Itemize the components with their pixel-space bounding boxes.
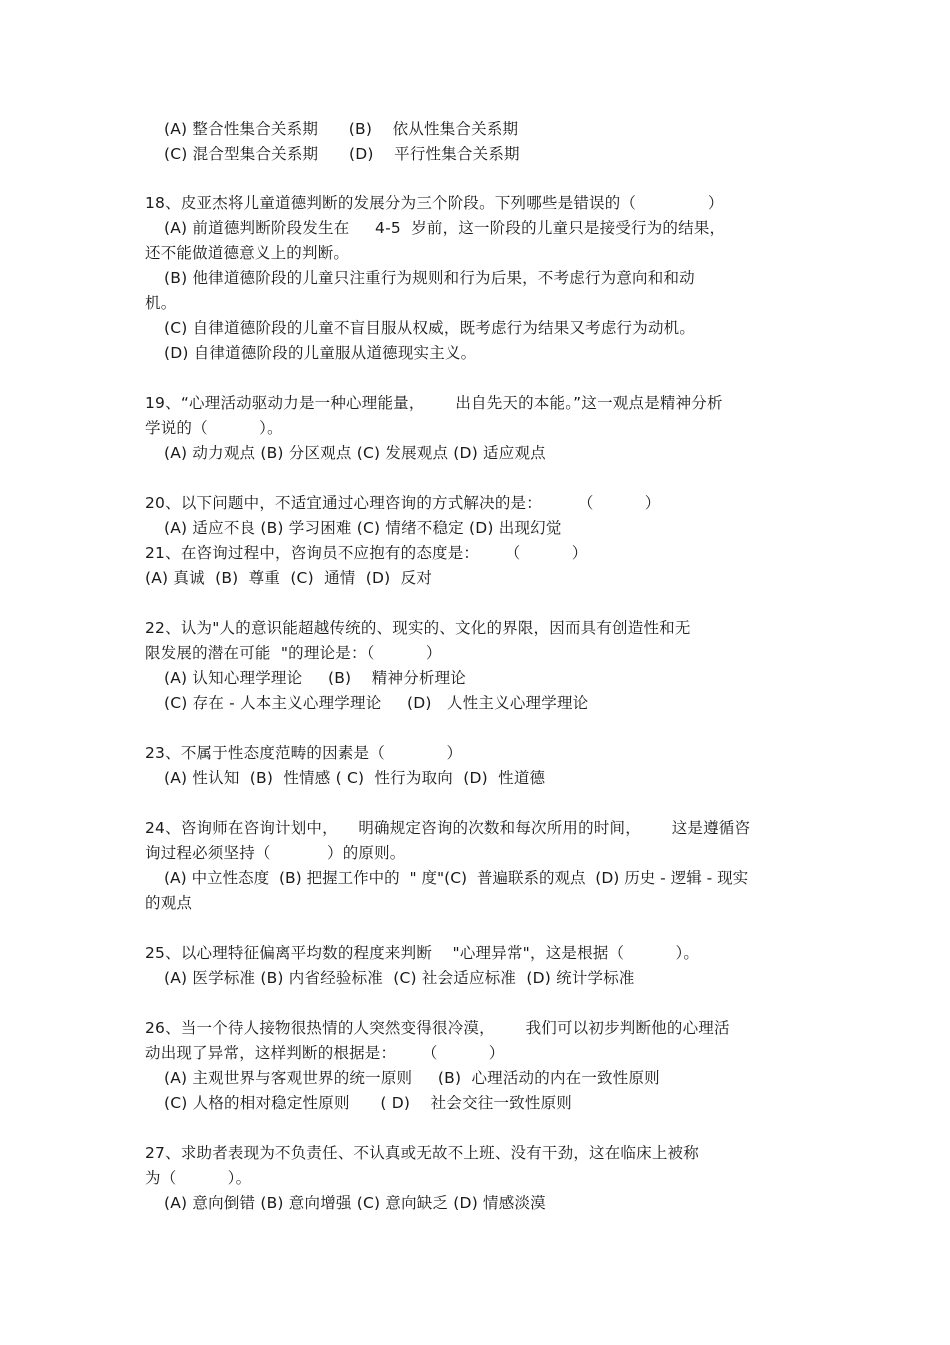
q20-stem: 20、以下问题中，不适宜通过心理咨询的方式解决的是： （ ） xyxy=(145,494,661,512)
q27-stem: 27、求助者表现为不负责任、不认真或无故不上班、没有干劲，这在临床上被称 xyxy=(145,1144,699,1162)
q18-option-c: (C) 自律道德阶段的儿童不盲目服从权威，既考虑行为结果又考虑行为动机。 xyxy=(164,319,696,337)
q22-option-line-2: (C) 存在 - 人本主义心理学理论 (D) 人性主义心理学理论 xyxy=(164,694,589,712)
q18-option-d: (D) 自律道德阶段的儿童服从道德现实主义。 xyxy=(164,344,477,362)
q25-options: (A) 医学标准 (B) 内省经验标准 (C) 社会适应标准 (D) 统计学标准 xyxy=(164,969,635,987)
q18-option-a-cont: 还不能做道德意义上的判断。 xyxy=(145,244,350,262)
q21-options: (A) 真诚 (B) 尊重 (C) 通情 (D) 反对 xyxy=(145,569,433,587)
q17-option-line-2: (C) 混合型集合关系期 (D) 平行性集合关系期 xyxy=(164,145,520,163)
q24-stem-cont: 询过程必须坚持（ ）的原则。 xyxy=(145,844,406,862)
q27-stem-cont: 为（ ）。 xyxy=(145,1169,252,1187)
q26-stem-cont: 动出现了异常，这样判断的根据是： （ ） xyxy=(145,1044,505,1062)
q18-option-b: (B) 他律道德阶段的儿童只注重行为规则和行为后果，不考虑行为意向和和动 xyxy=(164,269,695,287)
q21-stem: 21、在咨询过程中，咨询员不应抱有的态度是： （ ） xyxy=(145,544,588,562)
q22-stem-cont: 限发展的潜在可能 "的理论是：（ ） xyxy=(145,644,442,662)
q20-options: (A) 适应不良 (B) 学习困难 (C) 情绪不稳定 (D) 出现幻觉 xyxy=(164,519,562,537)
q19-stem-cont: 学说的（ ）。 xyxy=(145,419,283,437)
q26-option-line-1: (A) 主观世界与客观世界的统一原则 (B) 心理活动的内在一致性原则 xyxy=(164,1069,660,1087)
q25-stem: 25、以心理特征偏离平均数的程度来判断 "心理异常"，这是根据（ ）。 xyxy=(145,944,700,962)
q24-options: (A) 中立性态度 (B) 把握工作中的 " 度"(C) 普遍联系的观点 (D) 历史 - 逻辑 - 现实 xyxy=(164,869,749,887)
q18-option-a: (A) 前道德判断阶段发生在 4-5 岁前，这一阶段的儿童只是接受行为的结果， xyxy=(164,219,726,237)
q23-options: (A) 性认知 (B) 性情感 ( C) 性行为取向 (D) 性道德 xyxy=(164,769,546,787)
q22-stem: 22、认为"人的意识能超越传统的、现实的、文化的界限，因而具有创造性和无 xyxy=(145,619,691,637)
q27-options: (A) 意向倒错 (B) 意向增强 (C) 意向缺乏 (D) 情感淡漠 xyxy=(164,1194,546,1212)
q24-stem: 24、咨询师在咨询计划中， 明确规定咨询的次数和每次所用的时间， 这是遵循咨 xyxy=(145,819,751,837)
q22-option-line-1: (A) 认知心理学理论 (B) 精神分析理论 xyxy=(164,669,466,687)
q18-stem: 18、皮亚杰将儿童道德判断的发展分为三个阶段。下列哪些是错误的（ ） xyxy=(145,194,724,212)
q19-options: (A) 动力观点 (B) 分区观点 (C) 发展观点 (D) 适应观点 xyxy=(164,444,546,462)
q19-stem: 19、“心理活动驱动力是一种心理能量， 出自先天的本能。”这一观点是精神分析 xyxy=(145,394,723,412)
q23-stem: 23、不属于性态度范畴的因素是（ ） xyxy=(145,744,463,762)
q24-options-cont: 的观点 xyxy=(145,894,193,912)
q17-option-line-1: (A) 整合性集合关系期 (B) 依从性集合关系期 xyxy=(164,120,519,138)
q26-stem: 26、当一个待人接物很热情的人突然变得很冷漠， 我们可以初步判断他的心理活 xyxy=(145,1019,730,1037)
q26-option-line-2: (C) 人格的相对稳定性原则 ( D) 社会交往一致性原则 xyxy=(164,1094,572,1112)
q18-option-b-cont: 机。 xyxy=(145,294,177,312)
